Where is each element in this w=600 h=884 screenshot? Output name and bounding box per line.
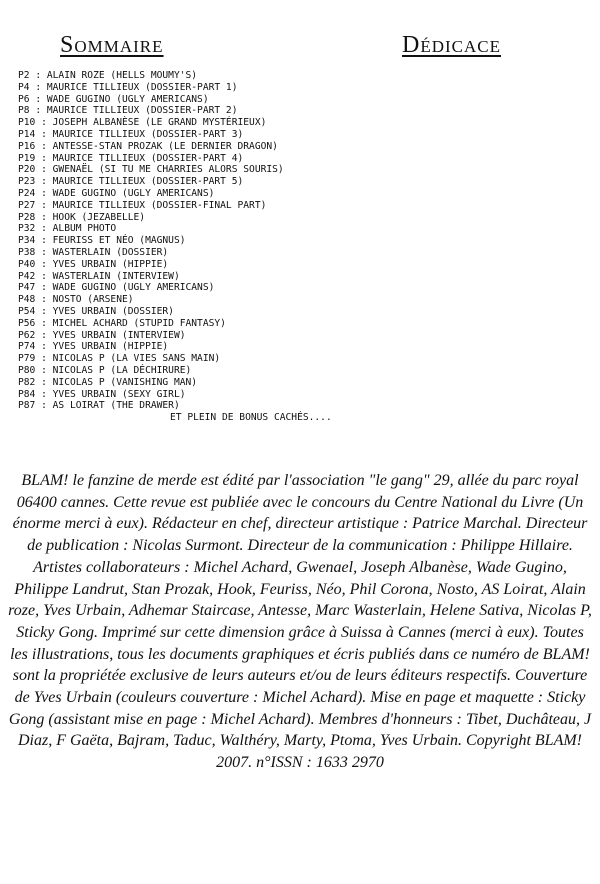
toc-entry: P20 : GWENAËL (SI TU ME CHARRIES ALORS SOURIS) bbox=[18, 164, 284, 176]
toc-entry: P87 : AS LOIRAT (THE DRAWER) bbox=[18, 400, 180, 412]
toc-entry: P74 : YVES URBAIN (HIPPIE) bbox=[18, 341, 169, 353]
toc-entry: P27 : MAURICE TILLIEUX (DOSSIER-FINAL PART) bbox=[18, 199, 267, 211]
toc-entry: P10 : JOSEPH ALBANÈSE (LE GRAND MYSTÉRIEUX) bbox=[18, 117, 267, 129]
dedicace-heading: Dédicace bbox=[402, 32, 501, 58]
toc-entry: P34 : FEURISS ET NÉO (MAGNUS) bbox=[18, 235, 186, 247]
toc-entry: P14 : MAURICE TILLIEUX (DOSSIER-PART 3) bbox=[18, 128, 244, 140]
toc-entry: P48 : NOSTO (ARSENE) bbox=[18, 294, 134, 306]
toc-entry: P38 : WASTERLAIN (DOSSIER) bbox=[18, 246, 169, 258]
toc-entry: P19 : MAURICE TILLIEUX (DOSSIER-PART 4) bbox=[18, 152, 244, 164]
toc-entry: P32 : ALBUM PHOTO bbox=[18, 223, 117, 235]
toc-entry: P6 : WADE GUGINO (UGLY AMERICANS) bbox=[18, 93, 209, 105]
toc-entry: P47 : WADE GUGINO (UGLY AMERICANS) bbox=[18, 282, 215, 294]
toc-entry: P82 : NICOLAS P (VANISHING MAN) bbox=[18, 376, 198, 388]
toc-entry: P16 : ANTESSE-STAN PROZAK (LE DERNIER DRAGON) bbox=[18, 140, 278, 152]
table-of-contents bbox=[18, 70, 332, 424]
toc-entry: P56 : MICHEL ACHARD (STUPID FANTASY) bbox=[18, 317, 226, 329]
toc-entry: P84 : YVES URBAIN (SEXY GIRL) bbox=[18, 388, 186, 400]
toc-tail-note: ET PLEIN DE BONUS CACHÉS.... bbox=[170, 412, 332, 424]
toc-entry: P4 : MAURICE TILLIEUX (DOSSIER-PART 1) bbox=[18, 81, 238, 93]
toc-entry: P62 : YVES URBAIN (INTERVIEW) bbox=[18, 329, 186, 341]
toc-entry: P54 : YVES URBAIN (DOSSIER) bbox=[18, 305, 174, 317]
toc-entry: P8 : MAURICE TILLIEUX (DOSSIER-PART 2) bbox=[18, 105, 238, 117]
toc-entry: P28 : HOOK (JEZABELLE) bbox=[18, 211, 146, 223]
toc-entry: P2 : ALAIN ROZE (HELLS MOUMY'S) bbox=[18, 70, 198, 81]
toc-entry: P23 : MAURICE TILLIEUX (DOSSIER-PART 5) bbox=[18, 176, 244, 188]
sommaire-heading: Sommaire bbox=[60, 32, 164, 58]
toc-entry: P42 : WASTERLAIN (INTERVIEW) bbox=[18, 270, 180, 282]
toc-entry: P40 : YVES URBAIN (HIPPIE) bbox=[18, 258, 169, 270]
toc-entry: P80 : NICOLAS P (LA DÉCHIRURE) bbox=[18, 364, 192, 376]
toc-entry: P24 : WADE GUGINO (UGLY AMERICANS) bbox=[18, 187, 215, 199]
colophon-text: BLAM! le fanzine de merde est édité par l'association "le gang" 29, allée du parc royal 06400 cannes. Cette revue est publiée avec le concours du Centre National du Livre (Un énorme merci à eux). Rédacteur en chef, directeur artistique : Patrice Marchal. Directeur de publication : Nicolas Surmont. Directeur de la communication : Philippe Hillaire. Artistes collaborateurs : Michel Achard, Gwenael, Joseph Albanèse, Wade Gugino, Philippe Landrut, Stan Prozak, Hook, Feuriss, Néo, Phil Corona, Nosto, AS Loirat, Alain roze, Yves Urbain, Adhemar Staircase, Antesse, Marc Wasterlain, Helene Sativa, Nicolas P, Sticky Gong. Imprimé sur cette dimension grâce à Suissa à Cannes (merci à eux). Toutes les illustrations, tous les documents graphiques et écris publiés dans ce numéro de BLAM! sont la propriétée exclusive de leurs auteurs et/ou de leurs éditeurs respectifs. Couverture de Yves Urbain (couleurs couverture : Michel Achard). Mise en page et maquette : Sticky Gong (assistant mise en page : Michel Achard). Membres d'honneurs : Tibet, Duchâteau, J Diaz, F Gaëta, Bajram, Taduc, Walthéry, Marty, Ptoma, Yves Urbain. Copyright BLAM! 2007. n°ISSN : 1633 2970 bbox=[8, 472, 592, 772]
toc-entry: P79 : NICOLAS P (LA VIES SANS MAIN) bbox=[18, 353, 221, 365]
